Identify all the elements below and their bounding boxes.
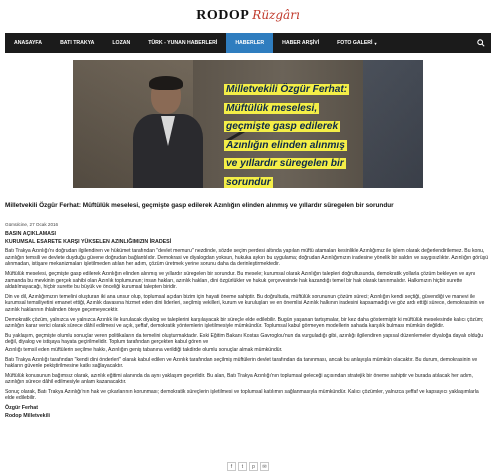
nav-item-turk-yunan[interactable]: TÜRK - YUNAN HABERLERİ <box>148 40 218 46</box>
article-paragraph: Müftülük konusunun bağımsız olarak, azınlık eğitimi alanında da aynı yaklaşım geçerlidir. Bu alan, Batı Trakya Azınlığı'nın toplumsal geleceği açısından stratejik bir öneme sahiptir ve burada atılacak her adım, azınlığın sürece dâhil edilmesiyle anlam kazanacaktır. <box>5 372 473 386</box>
image-headline <box>224 79 401 188</box>
nav-item-lozan[interactable]: LOZAN <box>112 40 131 46</box>
search-icon <box>477 39 485 47</box>
image-headline-line: geçmişte gasp edilerek <box>226 121 339 133</box>
image-headline-line: Azınlığın elinden alınmış <box>226 139 345 151</box>
article-paragraph: Sonuç olarak, Batı Trakya Azınlığı'nın hak ve çıkarlarının korunması; demokratik süreçlerin işletilmesi ve toplumsal katılımın sağlanmasıyla mümkündür. Kalıcı çözümler, yalnızca şeffaf ve kapsayıcı yaklaşımlarla elde edilebilir. <box>5 388 479 402</box>
chevron-down-icon: ▾ <box>374 40 377 46</box>
image-headline-line: Milletvekili Özgür Ferhat: <box>226 84 348 95</box>
article-paragraph: Din ve dil, Azınlığımızın temelini oluşturan iki ana unsur olup, toplumsal açıdan bizim için hayati öneme sahiptir. Bu doğrultuda, müftülük sorununun çözüm süreci; Azınlığın kendi seçtiği, güvendiği ve manevi ile kurumsal temsiliyetini emanet ettiği, Azınlık davasına hizmet eden dini liderleri, seçilmiş vekilleri, kurum ve kuruluşları ve en önemlisi Azınlık halkının iradesini kapsamadığı ve göz ardı ettiği sürece, demokrasinin ve azınlık haklarının ihlalinden öteye geçemeyecektir. <box>5 293 485 313</box>
nav-item-bati-trakya[interactable]: BATI TRAKYA <box>60 40 95 46</box>
main-nav <box>5 33 491 53</box>
article-paragraph: Batı Trakya Azınlığı tarafından "kendi dini önderleri" olarak kabul edilen ve Azınlık tarafından seçilmiş müftülerin devlet tarafından da tanınması, ancak bu anlayışla mümkün olacaktır. Bu durum, demokrasinin ve hakların güvenle pekiştirilmesine katkı sağlayacaktır. <box>5 356 478 370</box>
image-headline-line: Müftülük meselesi, <box>226 102 318 114</box>
logo-name: RODOP <box>196 8 250 23</box>
article-title: Milletvekili Özgür Ferhat: Müftülük meselesi, geçmişte gasp edilerek Azınlığın elinden alınmış ve yıllardır süregelen bir sorundur <box>5 202 394 209</box>
pinterest-icon: p <box>252 463 255 470</box>
article-paragraph: Bu yaklaşım, geçmişte olumlu sonuçlar veren politikaların da temelini oluşturmaktadır. Eski Eğitim Bakanı Kostas Gavroglou'nun da vurguladığı gibi, azınlığı ilgilendiren yapısal düzenlemeler diyaloğa dayalı olduğu değil, diyalog ve istişaya hayata geçirilmelidir. Toplum tarafından gerçekten kabul gören ve <box>5 332 484 346</box>
nav-item-haberler[interactable]: HABERLER <box>226 33 273 53</box>
article-kicker: BASIN AÇIKLAMASI <box>5 231 57 237</box>
facebook-icon: f <box>230 463 233 470</box>
nav-item-anasayfa[interactable]: ANASAYFA <box>14 40 43 46</box>
article-subheading: KURUMSAL ESARETE KARŞI YÜKSELEN AZINLIĞIMIZIN İRADESİ <box>5 238 172 245</box>
twitter-share-button[interactable] <box>238 462 247 471</box>
email-share-button[interactable] <box>260 462 269 471</box>
article-paragraph: Batı Trakya Azınlığı'nı doğrudan ilgilendiren ve hükümet tarafından "devlet memuru" nezdinde, sözde seçim perdesi altında yapılan müftü atamaları kesinlikle Azınlığımız ile işlem olarak değerlendirilemez. Bu konu, azınlığın temsili ve devlete duyduğu güvene doğrudan bağlantılıdır. Demokrasi ve diyalogdan yoksun, hukuka aykırı bu uygulama; doğrudan Azınlığımızın iradesine yönelik bir saldırı ve saygısızlıktır. Azınlığın görüşü alınmadan, istişare mekanizmaları işletilmeden atılan her adım, çözüm üretmek yerine sorunu daha da derinleştirmektedir. <box>5 248 489 268</box>
nav-item-foto-galeri[interactable] <box>328 33 385 53</box>
nav-item-haber-arsivi[interactable]: HABER ARŞİVİ <box>282 40 320 46</box>
facebook-share-button[interactable] <box>227 462 236 471</box>
article-body <box>5 231 489 420</box>
twitter-icon: t <box>241 463 244 470</box>
signature-name: Özgür Ferhat <box>5 405 38 412</box>
nav-item-foto-galeri-label: FOTO GALERİ <box>337 40 373 46</box>
search-button[interactable] <box>471 33 491 53</box>
article-paragraph: Demokratik çözüm, yalnızca ve yalnızca Azınlık ile kurulacak diyalog ve taleplerini karşılayacak bir süreçle elde edilebilir. Bugün yaşanan tartışmalar, bir kez daha göstermiştir ki müftülük meselesinde kalıcı çözüm; azınlığın karar verici olarak sürece dâhil edilmesi ve açık, şeffaf, demokratik yöntemlerin işletilmesiyle mümkündür. Toplumsal kabul görmeyen modellerin sahada karşılık bulması mümkün değildir. <box>5 316 484 330</box>
image-speaker <box>133 78 203 188</box>
pinterest-share-button[interactable] <box>249 462 258 471</box>
article-date: Gümülcine, 27 Ocak 2016 <box>5 222 59 227</box>
email-icon: ✉ <box>262 463 267 470</box>
article-paragraph: Azınlığı temsil eden müftülerin seçilme hakkı, Azınlığın geniş tabanına verildiği takdirde olumlu sonuçlar almak mümkündür. <box>5 346 283 353</box>
article-paragraph: Müftülük meselesi, geçmişte gasp edilerek Azınlığın elinden alınmış ve yıllardır süregelen bir sorundur. Bu mesele; kurumsal olarak Azınlığın talepleri doğrultusunda, demokratik yollarla çözüm bekleyen ve aynı zamanda bu mevkinin gerçek sahibi olan Azınlık toplumunun; insan hakları, azınlık hakları, dini özgürlükler ve hukuk çerçevesinde hak kazandığı temel bir hak olarak tanınmalıdır. Halkımızın hiçbir surette aldatılmayacağı, hiçbir surette bu büyük ve önceliği kurumsal talepten biridir. <box>5 270 476 291</box>
image-headline-line: sorundur <box>226 176 271 188</box>
image-headline-line: ve yıllardır süregelen bir <box>226 158 344 170</box>
site-logo[interactable] <box>0 6 496 28</box>
share-bar <box>0 462 496 471</box>
signature-role: Rodop Milletvekili <box>5 412 51 419</box>
logo-script: Rüzgârı <box>252 8 300 22</box>
